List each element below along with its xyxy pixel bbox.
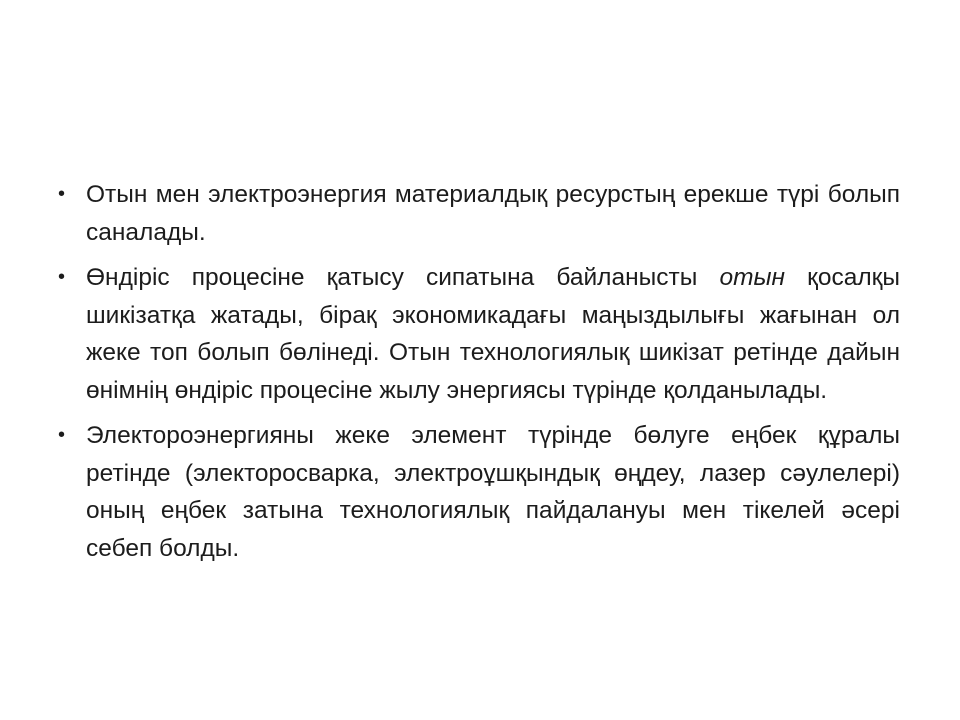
bullet-text-part: Отын мен электроэнергия материалдық ресурстың ерекше түрі болып саналады. [86, 181, 900, 246]
bullet-icon: • [58, 183, 66, 205]
bullet-text-italic: отын [719, 264, 786, 291]
bullet-item-electricity-tool [58, 417, 900, 567]
bullet-icon: • [58, 266, 66, 288]
bullet-list [58, 176, 900, 575]
bullet-text [86, 176, 900, 251]
bullet-text-part: Өндіріс процесіне қатысу сипатына байланысты [86, 264, 720, 291]
bullet-item-fuel-electricity [58, 176, 900, 251]
bullet-text [86, 259, 900, 409]
bullet-text [86, 417, 900, 567]
bullet-icon: • [58, 424, 66, 446]
bullet-item-fuel-raw-material [58, 259, 900, 409]
bullet-text-part: Электороэнергияны жеке элемент түрінде бөлуге еңбек құралы ретінде (электоросварка, электроұшқындық өңдеу, лазер сәулелері) оның еңбек затына технологиялық пайдалануы мен тікелей әсері себеп болды. [86, 422, 900, 562]
bullet-text-part: қосалқы шикізатқа жатады, бірақ экономикадағы маңыздылығы жағынан ол жеке топ болып бөлінеді. Отын технологиялық шикізат ретінде дайын өнімнің өндіріс процесіне жылу энергиясы түрінде қолданылады. [86, 264, 901, 404]
